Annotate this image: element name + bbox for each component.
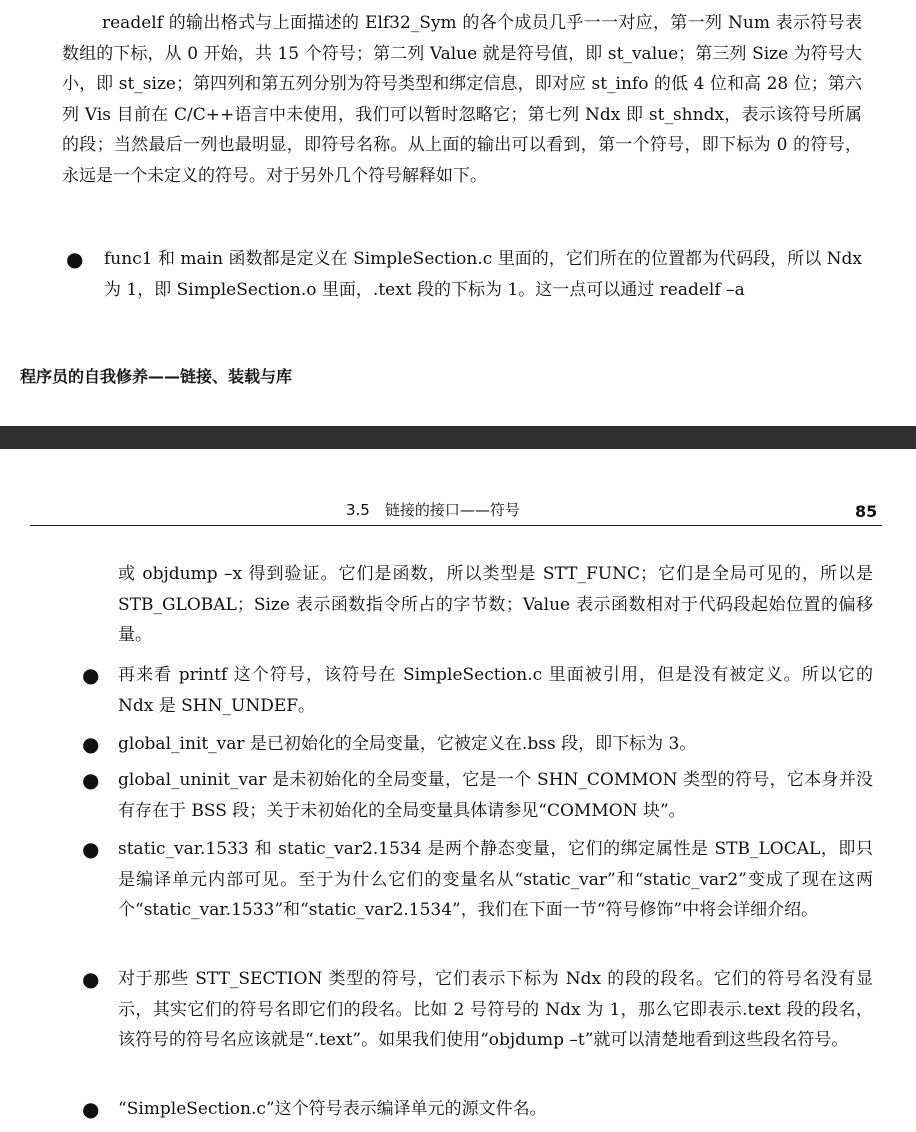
bullet-text: func1 和 main 函数都是定义在 SimpleSection.c 里面的，它们所在的位置都为代码段，所以 Ndx 为 1，即 SimpleSection.o 里面，.text 段的下标为 1。这一点可以通过 readelf –a xyxy=(104,249,862,300)
bullet-text: global_init_var 是已初始化的全局变量，它被定义在.bss 段，即下标为 3。 xyxy=(118,734,697,754)
bullet-text: global_uninit_var 是未初始化的全局变量，它是一个 SHN_COMMON 类型的符号，它本身并没有存在于 BSS 段；关于未初始化的全局变量具体请参见“COMMON 块”。 xyxy=(118,770,873,821)
bullet-text: static_var.1533 和 static_var2.1534 是两个静态变量，它们的绑定属性是 STB_LOCAL，即只是编译单元内部可见。至于为什么它们的变量名从“static_var”和“static_var2”变成了现在这两个“static_var.1533”和“static_var2.1534”，我们在下面一节“符号修饰”中将会详细介绍。 xyxy=(118,839,873,920)
bullet-text: 再来看 printf 这个符号，该符号在 SimpleSection.c 里面被引用，但是没有被定义。所以它的 Ndx 是 SHN_UNDEF。 xyxy=(118,665,873,716)
bullet-icon: ● xyxy=(82,732,100,756)
page-number: 85 xyxy=(855,502,878,521)
book-title: 程序员的自我修养——链接、装载与库 xyxy=(20,367,293,386)
bullet-text: “SimpleSection.c”这个符号表示编译单元的源文件名。 xyxy=(118,1099,547,1119)
bullet-icon: ● xyxy=(66,247,84,271)
page-divider xyxy=(0,426,916,449)
continuation-paragraph: 或 objdump –x 得到验证。它们是函数，所以类型是 STT_FUNC；它们是全局可见的，所以是 STB_GLOBAL；Size 表示函数指令所占的字节数；Value 表示函数相对于代码段起始位置的偏移量。 xyxy=(118,564,873,645)
intro-paragraph: readelf 的输出格式与上面描述的 Elf32_Sym 的各个成员几乎一一对应，第一列 Num 表示符号表数组的下标，从 0 开始，共 15 个符号；第二列 Value 就是符号值，即 st_value；第三列 Size 为符号大小，即 st_size；第四列和第五列分别为符号类型和绑定信息，即对应 st_info 的低 4 位和高 28 位；第六列 Vis 目前在 C/C++语言中未使用，我们可以暂时忽略它；第七列 Ndx 即 st_shndx，表示该符号所属的段；当然最后一列也最明显，即符号名称。从上面的输出可以看到，第一个符号，即下标为 0 的符号，永远是一个未定义的符号。对于另外几个符号解释如下。 xyxy=(62,13,862,186)
running-head: 3.5 链接的接口——符号 xyxy=(346,501,520,519)
header-rule xyxy=(30,525,882,526)
bullet-icon: ● xyxy=(82,837,100,861)
bullet-icon: ● xyxy=(82,967,100,991)
bullet-icon: ● xyxy=(82,663,100,687)
top-page xyxy=(0,0,916,424)
bullet-icon: ● xyxy=(82,1097,100,1121)
bottom-page xyxy=(0,449,916,1132)
bullet-text: 对于那些 STT_SECTION 类型的符号，它们表示下标为 Ndx 的段的段名。它们的符号名没有显示，其实它们的符号名即它们的段名。比如 2 号符号的 Ndx 为 1，那么它即表示.text 段的段名，该符号的符号名应该就是“.text”。如果我们使用“objdump –t”就可以清楚地看到这些段名符号。 xyxy=(118,969,873,1050)
bullet-icon: ● xyxy=(82,768,100,792)
